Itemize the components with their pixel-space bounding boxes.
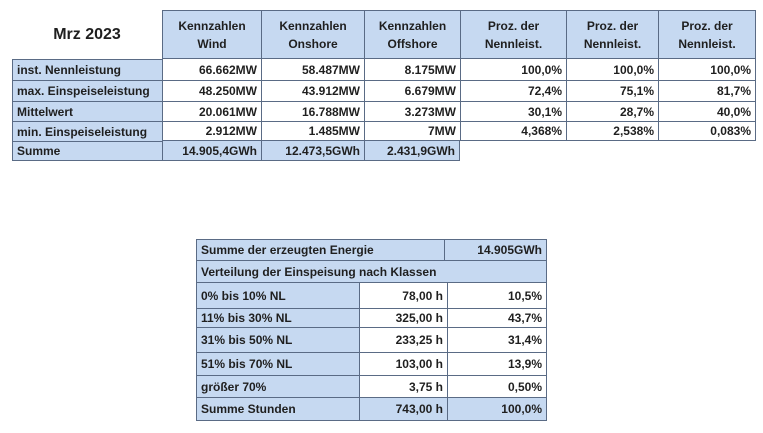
header-line: Kennzahlen	[178, 18, 246, 33]
class-percent: 0,50%	[447, 375, 547, 397]
value-cell: 72,4%	[460, 80, 566, 101]
header-line: Proz. der	[487, 18, 540, 33]
header-line: Wind	[197, 36, 227, 51]
header-line: Onshore	[288, 36, 338, 51]
class-label: 11% bis 30% NL	[196, 308, 359, 327]
value-cell: 0,083%	[658, 121, 756, 141]
energy-label: Summe der erzeugten Energie	[196, 239, 444, 260]
class-percent: 43,7%	[447, 308, 547, 327]
sum-cell: 14.905,4GWh	[162, 141, 261, 161]
header-line: Kennzahlen	[279, 18, 347, 33]
row-label: min. Einspeiseleistung	[12, 121, 162, 141]
class-hours: 325,00 h	[359, 308, 447, 327]
class-hours: 233,25 h	[359, 327, 447, 352]
header-offshore	[364, 10, 460, 59]
distribution-title: Verteilung der Einspeisung nach Klassen	[196, 260, 547, 282]
header-line: Proz. der	[681, 18, 733, 33]
table-title: Mrz 2023	[53, 25, 121, 43]
header-onshore	[261, 10, 364, 59]
row-label: max. Einspeiseleistung	[12, 80, 162, 101]
class-hours: 103,00 h	[359, 352, 447, 375]
header-line: Nennleist.	[678, 36, 736, 51]
value-cell: 28,7%	[566, 101, 658, 121]
class-hours: 78,00 h	[359, 282, 447, 308]
value-cell: 100,0%	[566, 59, 658, 80]
header-wind	[162, 10, 261, 59]
energy-value: 14.905GWh	[444, 239, 547, 260]
total-hours: 743,00 h	[359, 397, 447, 421]
value-cell: 58.487MW	[261, 59, 364, 80]
value-cell: 48.250MW	[162, 80, 261, 101]
header-line: Proz. der	[586, 18, 639, 33]
class-percent: 13,9%	[447, 352, 547, 375]
value-cell: 6.679MW	[364, 80, 460, 101]
value-cell: 100,0%	[460, 59, 566, 80]
value-cell: 3.273MW	[364, 101, 460, 121]
value-cell: 43.912MW	[261, 80, 364, 101]
header-pct-offshore	[658, 10, 756, 59]
sum-cell: 2.431,9GWh	[364, 141, 460, 161]
row-label: inst. Nennleistung	[12, 59, 162, 80]
value-cell: 66.662MW	[162, 59, 261, 80]
header-line: Offshore	[387, 36, 438, 51]
class-label: 0% bis 10% NL	[196, 282, 359, 308]
value-cell: 4,368%	[460, 121, 566, 141]
total-percent: 100,0%	[447, 397, 547, 421]
value-cell: 75,1%	[566, 80, 658, 101]
value-cell: 100,0%	[658, 59, 756, 80]
sum-cell: 12.473,5GWh	[261, 141, 364, 161]
value-cell: 20.061MW	[162, 101, 261, 121]
value-cell: 30,1%	[460, 101, 566, 121]
value-cell: 1.485MW	[261, 121, 364, 141]
class-hours: 3,75 h	[359, 375, 447, 397]
sum-label: Summe	[12, 141, 162, 161]
value-cell: 8.175MW	[364, 59, 460, 80]
value-cell: 16.788MW	[261, 101, 364, 121]
value-cell: 40,0%	[658, 101, 756, 121]
value-cell: 81,7%	[658, 80, 756, 101]
value-cell: 2.912MW	[162, 121, 261, 141]
row-label: Mittelwert	[12, 101, 162, 121]
class-percent: 31,4%	[447, 327, 547, 352]
class-label: größer 70%	[196, 375, 359, 397]
header-line: Nennleist.	[484, 36, 543, 51]
class-percent: 10,5%	[447, 282, 547, 308]
header-line: Kennzahlen	[378, 18, 447, 33]
class-label: 31% bis 50% NL	[196, 327, 359, 352]
header-line: Nennleist.	[583, 36, 642, 51]
total-label: Summe Stunden	[196, 397, 359, 421]
header-pct-wind	[460, 10, 566, 59]
header-pct-onshore	[566, 10, 658, 59]
class-label: 51% bis 70% NL	[196, 352, 359, 375]
value-cell: 7MW	[364, 121, 460, 141]
value-cell: 2,538%	[566, 121, 658, 141]
